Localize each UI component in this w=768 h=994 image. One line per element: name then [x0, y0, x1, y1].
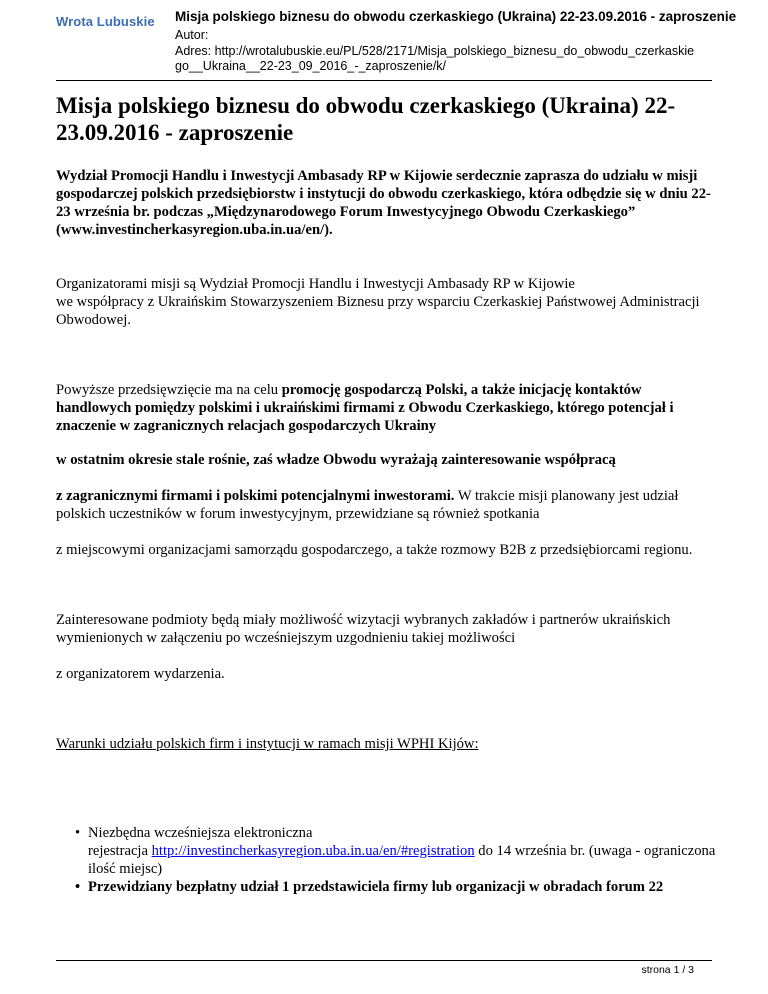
investors-paragraph	[56, 487, 716, 523]
b2b-paragraph: z miejscowymi organizacjami samorządu gospodarczego, a także rozmowy B2B z przedsiębiorcami regionu.	[56, 542, 693, 558]
header-title: Misja polskiego biznesu do obwodu czerkaskiego (Ukraina) 22-23.09.2016 - zaproszenie	[175, 9, 737, 24]
registration-link[interactable]: http://investincherkasyregion.uba.in.ua/en/#registration	[151, 843, 475, 859]
header-meta	[175, 28, 735, 75]
article-intro: Wydział Promocji Handlu i Inwestycji Ambasady RP w Kijowie serdecznie zaprasza do udziału w misji gospodarczej polskich przedsiębiorstw i instytucji do obwodu czerkaskiego, która odbędzie się w dniu 22- 23 września br. podczas „Międzynarodowego Forum Inwestycyjnego Obwodu Czerkaskiego” (www.investincherkasyregion.uba.in.ua/en/).	[56, 168, 711, 238]
conditions-heading: Warunki udziału polskich firm i instytucji w ramach misji WPHI Kijów:	[56, 736, 479, 752]
organizers-line1: Organizatorami misji są Wydział Promocji Handlu i Inwestycji Ambasady RP w Kijowie	[56, 276, 575, 292]
goal-bold: promocję gospodarczą Polski, a także inicjację kontaktów handlowych pomiędzy polskimi i ukraińskimi firmami z Obwodu Czerkaskiego, którego potencjał i znaczenie w zagranicznych relacjach gospodarczych Ukrainy	[56, 382, 674, 434]
page-number: strona 1 / 3	[641, 964, 694, 976]
growth-paragraph: w ostatnim okresie stale rośnie, zaś władze Obwodu wyrażają zainteresowanie współpracą	[56, 452, 616, 468]
list-item	[88, 824, 716, 878]
article	[56, 92, 716, 896]
header-divider	[56, 80, 712, 81]
visits-paragraph: Zainteresowane podmioty będą miały możliwość wizytacji wybranych zakładów i partnerów ukraińskich wymienionych w załączeniu po wcześniejszym uzgodnieniu takiej możliwości	[56, 612, 671, 646]
goal-plain: Powyższe przedsięwzięcie ma na celu	[56, 382, 282, 398]
registration-text: rejestracja	[88, 843, 152, 859]
conditions-list	[56, 824, 716, 896]
organizers-line2: we współpracy z Ukraińskim Stowarzyszeniem Biznesu przy wsparciu Czerkaskiej Państwowej Administracji Obwodowej.	[56, 294, 700, 328]
article-title: Misja polskiego biznesu do obwodu czerkaskiego (Ukraina) 22-23.09.2016 - zaproszenie	[56, 93, 676, 145]
investors-plain: W trakcie misji planowany jest udział polskich uczestników w forum inwestycyjnym, przewidziane są również spotkania	[56, 488, 679, 522]
investors-bold: z zagranicznymi firmami i polskimi potencjalnymi inwestorami.	[56, 488, 455, 504]
footer-divider	[56, 960, 712, 961]
registration-deadline: do 14 września br. (uwaga - ograniczona ilość miejsc)	[88, 843, 716, 877]
list-item: • Przewidziany bezpłatny udział 1 przedstawiciela firmy lub organizacji w obradach forum 22	[88, 878, 716, 896]
organizers-paragraph	[56, 275, 716, 329]
organizer-paragraph: z organizatorem wydarzenia.	[56, 666, 225, 682]
header-address-line2: go__Ukraina__22-23_09_2016_-_zaproszenie/k/	[175, 59, 447, 73]
header-author: Autor:	[175, 28, 209, 42]
goal-paragraph	[56, 381, 716, 435]
registration-intro: Niezbędna wcześniejsza elektroniczna	[88, 825, 313, 841]
site-logo: Wrota Lubuskie	[56, 14, 155, 29]
header-address-line1: Adres: http://wrotalubuskie.eu/PL/528/2171/Misja_polskiego_biznesu_do_obwodu_czerkaskie	[175, 43, 695, 58]
